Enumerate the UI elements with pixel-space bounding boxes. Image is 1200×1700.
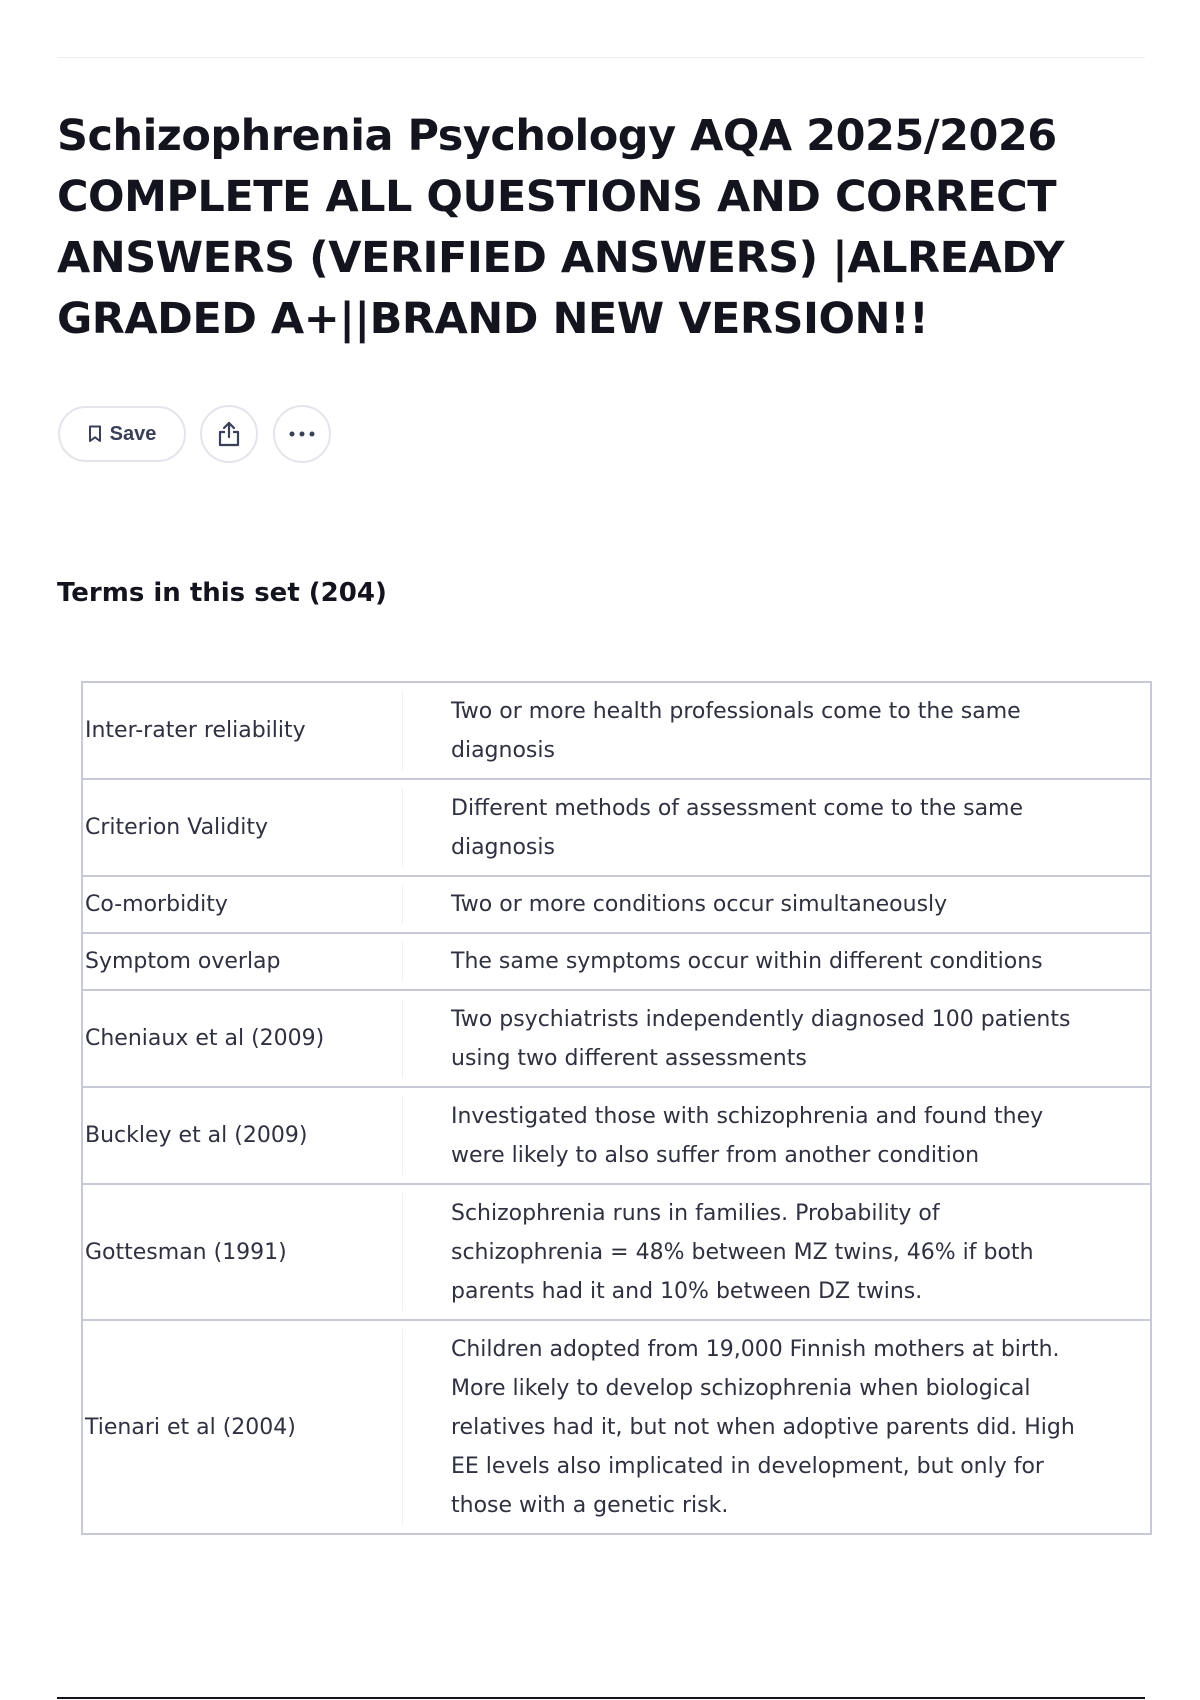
terms-table xyxy=(81,681,1152,1535)
terms-count-heading: Terms in this set (204) xyxy=(57,578,387,608)
more-options-button[interactable] xyxy=(273,405,331,463)
share-button[interactable] xyxy=(200,405,258,463)
bookmark-icon xyxy=(88,425,102,443)
table-row xyxy=(82,990,1151,1087)
table-row xyxy=(82,779,1151,876)
page-title: Schizophrenia Psychology AQA 2025/2026 COMPLETE ALL QUESTIONS AND CORRECT ANSWERS (VERIFIED ANSWERS) |ALREADY GRADED A+||BRAND NEW VERSION!! xyxy=(57,111,1065,344)
term-cell: Symptom overlap xyxy=(82,933,403,990)
term-cell: Co-morbidity xyxy=(82,876,403,933)
save-button-label: Save xyxy=(109,422,157,445)
definition-cell: The same symptoms occur within different conditions xyxy=(403,933,1151,990)
definition-cell: Two or more health professionals come to the same diagnosis xyxy=(403,682,1151,779)
table-row xyxy=(82,1087,1151,1184)
term-cell: Gottesman (1991) xyxy=(82,1184,403,1320)
definition-cell: Children adopted from 19,000 Finnish mothers at birth. More likely to develop schizophrenia when biological relatives had it, but not when adoptive parents did. High EE levels also implicated in development, but only for those with a genetic risk. xyxy=(403,1320,1151,1534)
table-row xyxy=(82,1184,1151,1320)
table-row xyxy=(82,682,1151,779)
definition-cell: Investigated those with schizophrenia and found they were likely to also suffer from another condition xyxy=(403,1087,1151,1184)
more-horizontal-icon xyxy=(287,430,317,438)
action-bar xyxy=(58,404,331,464)
definition-cell: Two psychiatrists independently diagnosed 100 patients using two different assessments xyxy=(403,990,1151,1087)
term-cell: Criterion Validity xyxy=(82,779,403,876)
definition-cell: Different methods of assessment come to the same diagnosis xyxy=(403,779,1151,876)
term-cell: Buckley et al (2009) xyxy=(82,1087,403,1184)
term-cell: Inter-rater reliability xyxy=(82,682,403,779)
table-row xyxy=(82,933,1151,990)
bottom-divider xyxy=(57,1697,1145,1699)
top-divider xyxy=(57,57,1145,58)
term-cell: Tienari et al (2004) xyxy=(82,1320,403,1534)
term-cell: Cheniaux et al (2009) xyxy=(82,990,403,1087)
definition-cell: Two or more conditions occur simultaneously xyxy=(403,876,1151,933)
definition-cell: Schizophrenia runs in families. Probability of schizophrenia = 48% between MZ twins, 46% if both parents had it and 10% between DZ twins. xyxy=(403,1184,1151,1320)
save-button[interactable] xyxy=(58,406,186,462)
table-row xyxy=(82,876,1151,933)
share-icon xyxy=(216,420,242,448)
table-row xyxy=(82,1320,1151,1534)
